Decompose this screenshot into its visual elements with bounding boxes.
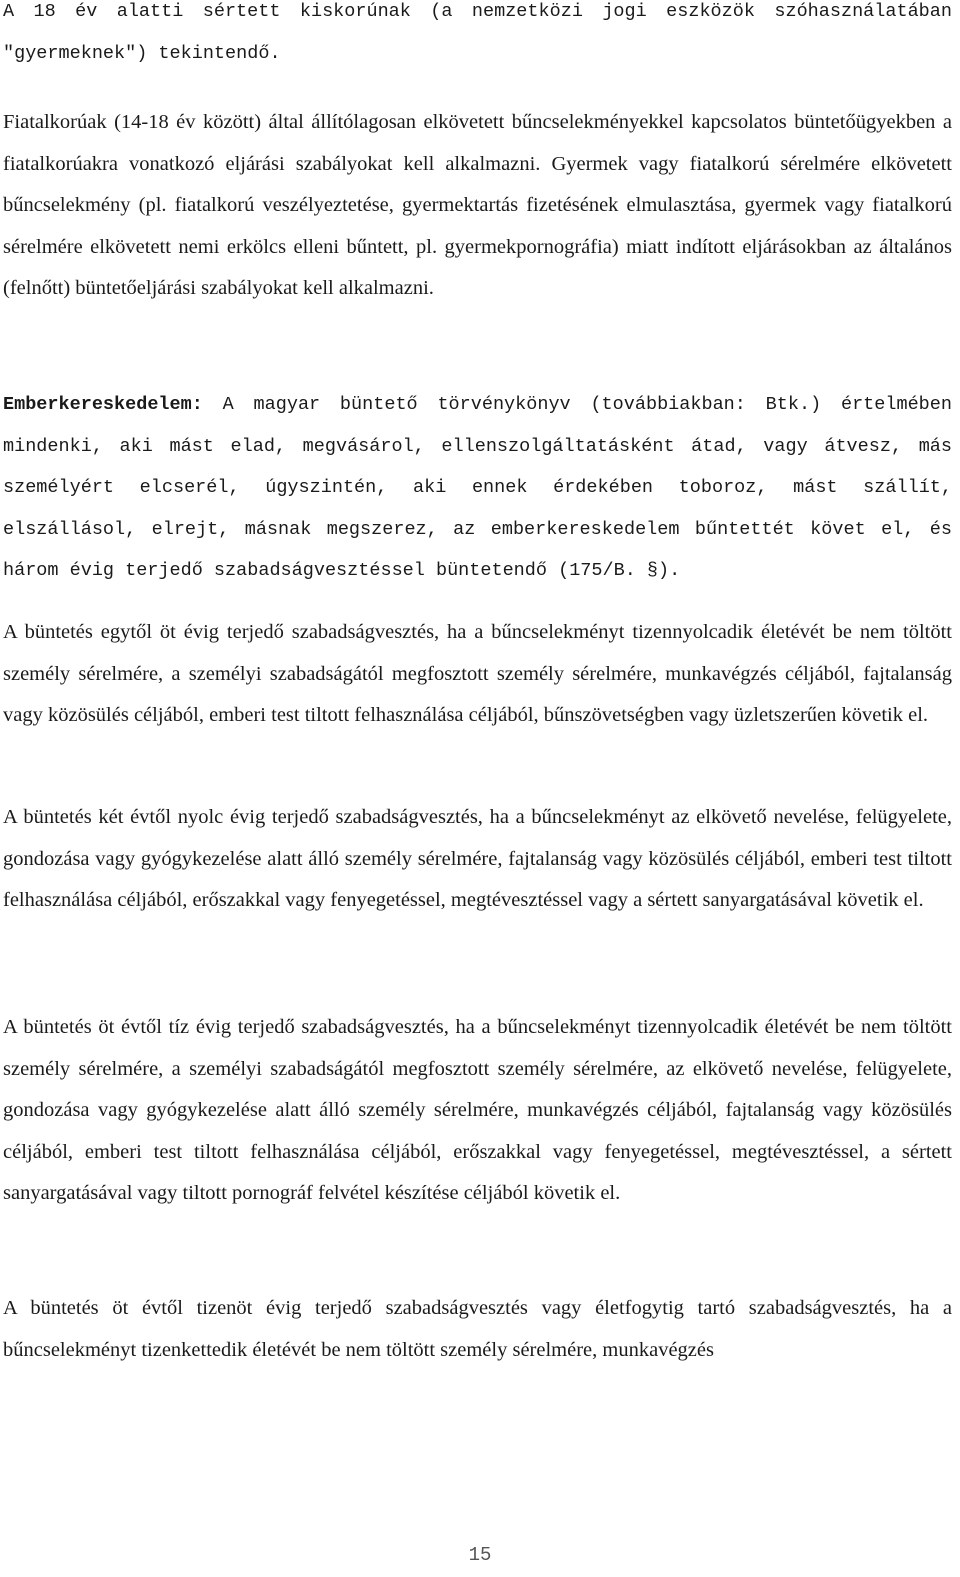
paragraph-text: A magyar büntető törvénykönyv (továbbiakban: Btk.) értelmében mindenki, aki mást elad, megvásárol, ellenszolgáltatásként átad, vagy átvesz, más személyért elcserél, úgyszintén, aki ennek érdekében toboroz, mást szállít, elszállásol, elrejt, másnak megszerez, az emberkereskedelem bűntettét követ el, és három évig terjedő szabadságvesztéssel büntetendő (175/B. §).	[3, 394, 952, 582]
paragraph-penalty-one-to-five	[3, 612, 952, 737]
definition-term: Emberkereskedelem:	[3, 394, 203, 415]
paragraph-text: Fiatalkorúak (14-18 év között) által állítólagosan elkövetett bűncselekményekkel kapcsolatos büntetőügyekben a fiatalkorúakra vonatkozó eljárási szabályokat kell alkalmazni. Gyermek vagy fiatalkorú sérelmére elkövetett bűncselekmény (pl. fiatalkorú veszélyeztetése, gyermektartás fizetésének elmulasztása, gyermek vagy fiatalkorú sérelmére elkövetett nemi erkölcs elleni bűntett, pl. gyermekpornográfia) miatt indított eljárásokban az általános (felnőtt) büntetőeljárási szabályokat kell alkalmazni.	[3, 111, 952, 300]
page-number: 15	[468, 1544, 492, 1566]
paragraph-text: A büntetés két évtől nyolc évig terjedő szabadságvesztés, ha a bűncselekményt az elkövető nevelése, felügyelete, gondozása vagy gyógykezelése alatt álló személy sérelmére, fajtalanság vagy közösülés céljából, emberi test tiltott felhasználása céljából, erőszakkal vagy fenyegetéssel, megtévesztéssel vagy a sértett sanyargatásával követik el.	[3, 806, 952, 912]
paragraph-minor-definition	[3, 0, 952, 74]
paragraph-text: A büntetés egytől öt évig terjedő szabadságvesztés, ha a bűncselekményt tizennyolcadik életévét be nem töltött személy sérelmére, a személyi szabadságától megfosztott személy sérelmére, munkavégzés céljából, fajtalanság vagy közösülés céljából, emberi test tiltott felhasználása céljából, bűnszövetségben vagy üzletszerűen követik el.	[3, 621, 952, 727]
paragraph-penalty-five-to-ten	[3, 1007, 952, 1215]
paragraph-penalty-five-to-fifteen	[3, 1288, 952, 1371]
paragraph-penalty-two-to-eight	[3, 797, 952, 922]
paragraph-text: A büntetés öt évtől tizenöt évig terjedő szabadságvesztés vagy életfogytig tartó szabadságvesztés, ha a bűncselekményt tizenkettedik életévét be nem töltött személy sérelmére, munkavégzés	[3, 1297, 952, 1361]
paragraph-juvenile-procedure	[3, 102, 952, 310]
paragraph-text: A büntetés öt évtől tíz évig terjedő szabadságvesztés, ha a bűncselekményt tizennyolcadik életévét be nem töltött személy sérelmére, a személyi szabadságától megfosztott személy sérelmére, az elkövető nevelése, felügyelete, gondozása vagy gyógykezelése alatt álló személy sérelmére, munkavégzés céljából, fajtalanság vagy közösülés céljából, emberi test tiltott felhasználása céljából, erőszakkal vagy fenyegetéssel, megtévesztéssel, a sértett sanyargatásával vagy tiltott pornográf felvétel készítése céljából követik el.	[3, 1016, 952, 1205]
paragraph-human-trafficking-definition	[3, 384, 952, 592]
paragraph-text: A 18 év alatti sértett kiskorúnak (a nemzetközi jogi eszközök szóhasználatában "gyermeknek") tekintendő.	[3, 1, 952, 64]
